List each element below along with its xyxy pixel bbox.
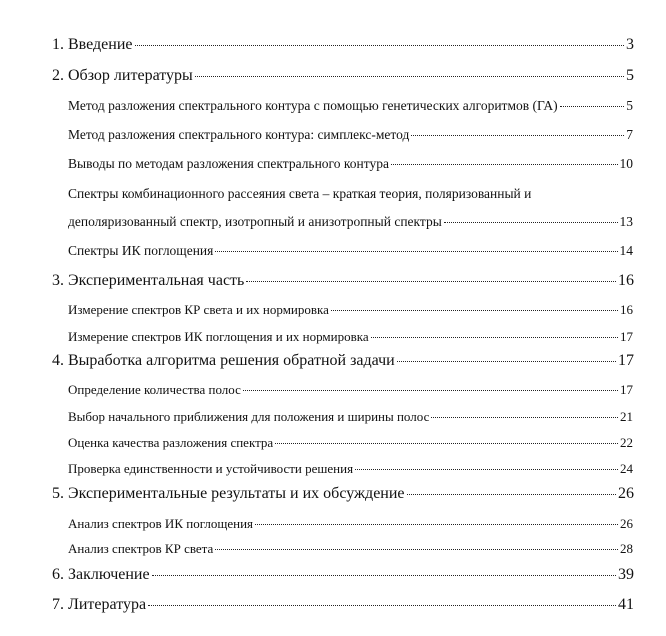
toc-entry-title: Оценка качества разложения спектра — [68, 435, 274, 450]
toc-entry-title: Анализ спектров КР света — [68, 541, 214, 556]
dot-leader — [195, 76, 624, 77]
toc-entry-title: 5. Экспериментальные результаты и их обсуждение — [52, 485, 405, 502]
toc-entry-results[interactable] — [52, 485, 634, 503]
toc-subentry-quality-assessment[interactable] — [68, 435, 633, 451]
dot-leader — [355, 469, 618, 470]
toc-entry-page: 10 — [619, 156, 633, 171]
toc-entry-literature-review[interactable] — [52, 67, 634, 85]
toc-entry-title: Определение количества полос — [68, 382, 241, 397]
toc-entry-page: 28 — [620, 541, 633, 556]
toc-entry-title: Метод разложения спектрального контура: симплекс-метод — [68, 127, 410, 142]
toc-subentry-ir-measurement[interactable] — [68, 329, 633, 345]
toc-entry-title: Выбор начального приближения для положения и ширины полос — [68, 409, 430, 424]
toc-entry-page: 26 — [620, 516, 633, 531]
toc-subentry-raman-theory-line2[interactable] — [68, 214, 633, 230]
toc-entry-title: Спектры ИК поглощения — [68, 243, 214, 258]
dot-leader — [215, 549, 618, 550]
dot-leader — [152, 575, 616, 576]
toc-subentry-band-count[interactable] — [68, 382, 633, 398]
dot-leader — [560, 106, 625, 107]
dot-leader — [243, 390, 618, 391]
toc-entry-conclusion[interactable] — [52, 566, 634, 584]
toc-subentry-ir-analysis[interactable] — [68, 516, 633, 532]
toc-entry-page: 14 — [619, 243, 633, 258]
toc-entry-page: 3 — [626, 36, 634, 53]
toc-entry-title: 2. Обзор литературы — [52, 67, 193, 84]
dot-leader — [275, 443, 618, 444]
toc-subentry-ir-spectra[interactable] — [68, 243, 633, 259]
toc-entry-page: 5 — [626, 98, 633, 113]
toc-entry-page: 24 — [620, 461, 633, 476]
toc-entry-references[interactable] — [52, 596, 634, 614]
dot-leader — [391, 164, 618, 165]
toc-subentry-conclusions-methods[interactable] — [68, 156, 633, 172]
toc-entry-page: 26 — [618, 485, 634, 502]
toc-subentry-raman-theory-line1[interactable] — [68, 186, 633, 202]
toc-entry-title: деполяризованный спектр, изотропный и анизотропный спектры — [68, 214, 442, 229]
toc-entry-page: 22 — [620, 435, 633, 450]
toc-entry-title: Анализ спектров ИК поглощения — [68, 516, 254, 531]
toc-entry-title: Измерение спектров ИК поглощения и их нормировка — [68, 329, 369, 344]
toc-entry-title: 4. Выработка алгоритма решения обратной задачи — [52, 352, 395, 369]
toc-entry-title: Измерение спектров КР света и их нормировка — [68, 302, 329, 317]
toc-entry-page: 17 — [620, 329, 633, 344]
dot-leader — [135, 45, 625, 46]
dot-leader — [331, 310, 618, 311]
dot-leader — [411, 135, 624, 136]
toc-entry-title: 3. Экспериментальная часть — [52, 272, 245, 289]
toc-entry-page: 21 — [620, 409, 633, 424]
dot-leader — [431, 417, 618, 418]
toc-entry-title: Метод разложения спектрального контура с помощью генетических алгоритмов (ГА) — [68, 98, 558, 113]
toc-subentry-raman-measurement[interactable] — [68, 302, 633, 318]
toc-entry-title: Спектры комбинационного рассеяния света – краткая теория, поляризованный и — [68, 186, 532, 201]
toc-entry-title: Выводы по методам разложения спектрального контура — [68, 156, 389, 171]
toc-subentry-initial-approximation[interactable] — [68, 409, 633, 425]
dot-leader — [215, 251, 617, 252]
toc-entry-page: 13 — [619, 214, 633, 229]
toc-entry-algorithm[interactable] — [52, 352, 634, 370]
toc-subentry-raman-analysis[interactable] — [68, 541, 633, 557]
toc-entry-title: 6. Заключение — [52, 566, 150, 583]
toc-subentry-simplex-method[interactable] — [68, 127, 633, 143]
dot-leader — [397, 361, 616, 362]
toc-subentry-uniqueness-check[interactable] — [68, 461, 633, 477]
toc-entry-page: 16 — [618, 272, 634, 289]
toc-entry-page: 7 — [626, 127, 633, 142]
toc-subentry-genetic-algorithms[interactable] — [68, 98, 633, 114]
dot-leader — [255, 524, 618, 525]
toc-entry-title: 1. Введение — [52, 36, 133, 53]
toc-entry-page: 17 — [618, 352, 634, 369]
dot-leader — [444, 222, 618, 223]
toc-entry-title: Проверка единственности и устойчивости решения — [68, 461, 354, 476]
toc-entry-introduction[interactable] — [52, 36, 634, 54]
dot-leader — [148, 605, 616, 606]
dot-leader — [371, 337, 618, 338]
toc-entry-page: 5 — [626, 67, 634, 84]
toc-entry-experimental[interactable] — [52, 272, 634, 290]
toc-entry-page: 41 — [618, 596, 634, 613]
toc-entry-page: 17 — [620, 382, 633, 397]
dot-leader — [246, 281, 616, 282]
dot-leader — [407, 494, 616, 495]
toc-entry-title: 7. Литература — [52, 596, 147, 613]
toc-entry-page: 16 — [620, 302, 633, 317]
toc-entry-page: 39 — [618, 566, 634, 583]
